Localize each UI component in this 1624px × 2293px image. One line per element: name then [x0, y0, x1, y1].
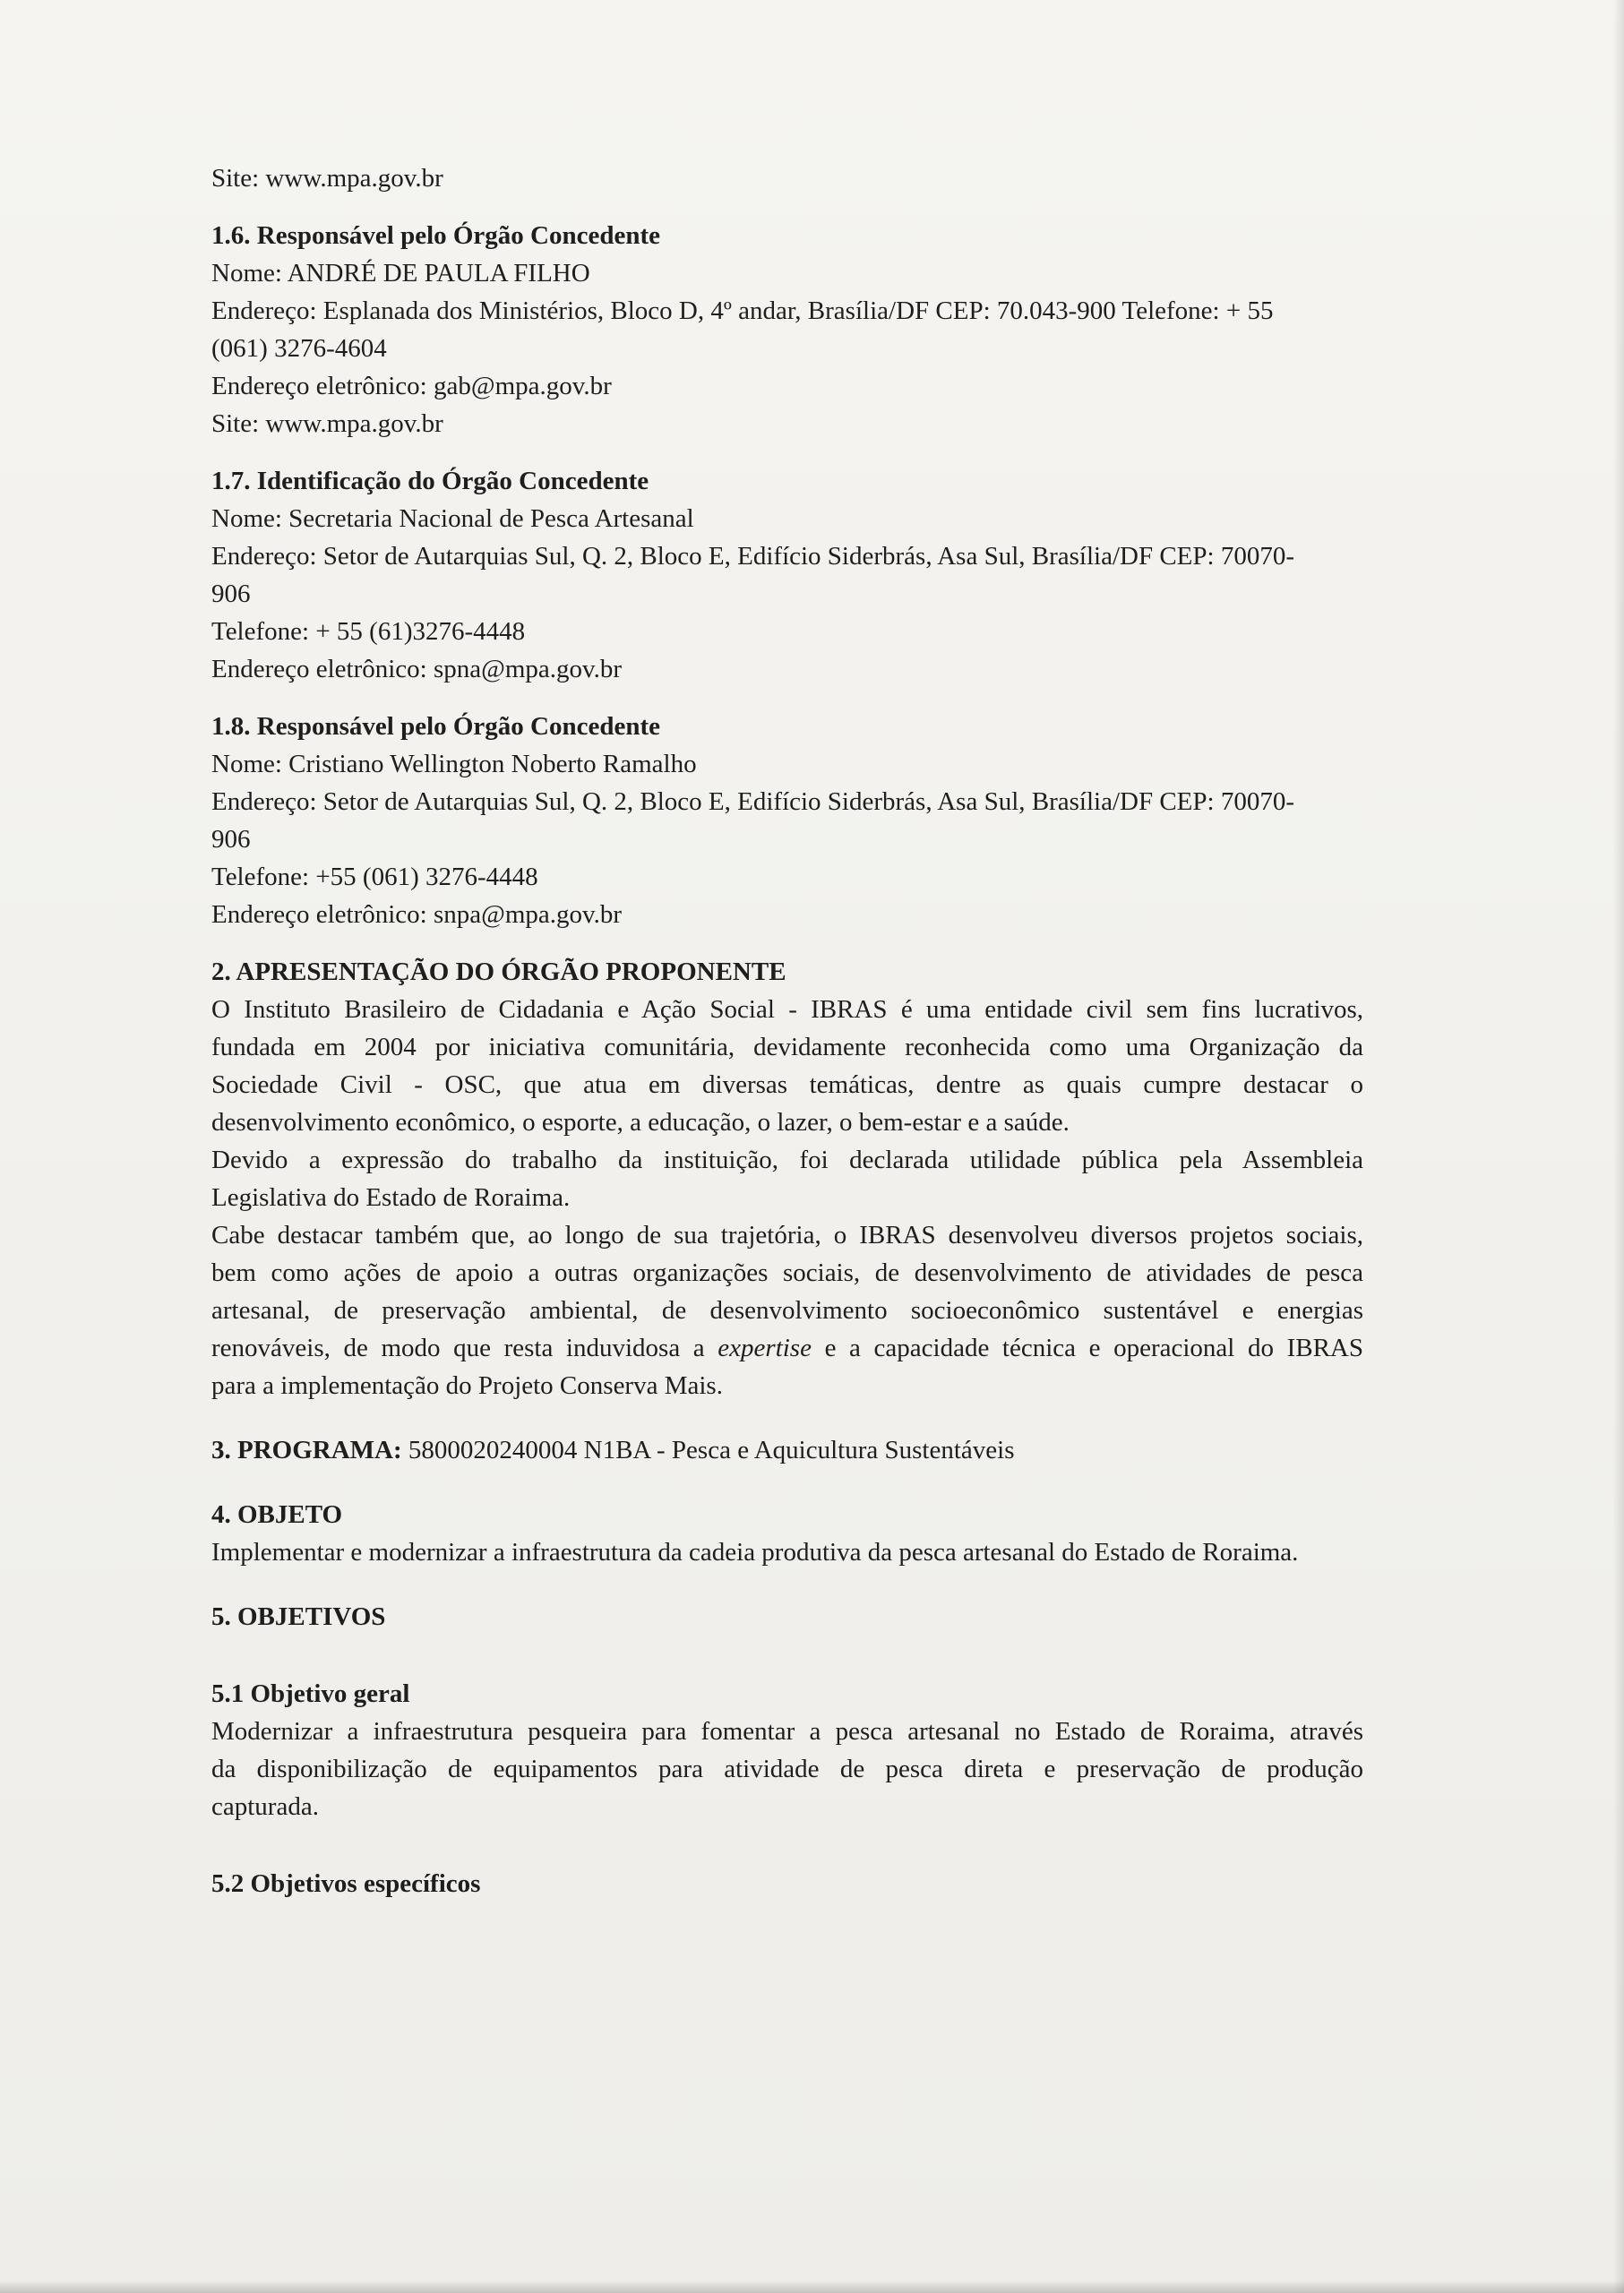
- section-4-objeto: [211, 1496, 1363, 1571]
- section-1-6-endereco-line-2: (061) 3276-4604: [211, 334, 387, 363]
- previous-site-line: Site: www.mpa.gov.br: [211, 164, 443, 193]
- section-1-7-telefone: Telefone: + 55 (61)3276-4448: [211, 617, 526, 646]
- section-2-p2-line-2: Legislativa do Estado de Roraima.: [211, 1183, 571, 1212]
- section-1-8-endereco-line-1: Endereço: Setor de Autarquias Sul, Q. 2, Bloco E, Edifício Siderbrás, Asa Sul, Brasília/DF CEP: 70070-: [211, 787, 1294, 816]
- section-2-p3-line-1: Cabe destacar também que, ao longo de sua trajetória, o IBRAS desenvolveu diversos projetos sociais,: [211, 1221, 1363, 1250]
- section-3-programa: [211, 1431, 1363, 1469]
- section-2-p1-line-2: fundada em 2004 por iniciativa comunitária, devidamente reconhecida como uma Organização da: [211, 1033, 1363, 1061]
- section-1-6-email: Endereço eletrônico: gab@mpa.gov.br: [211, 372, 612, 400]
- page-edge-shadow-bottom: [0, 2280, 1624, 2293]
- section-1-6-site: Site: www.mpa.gov.br: [211, 409, 443, 438]
- section-2-p3-line-4-a: renováveis, de modo que resta induvidosa a: [211, 1334, 718, 1362]
- section-2-p3-line-3: artesanal, de preservação ambiental, de desenvolvimento socioeconômico sustentável e energias: [211, 1296, 1363, 1325]
- section-5-1-line-1: Modernizar a infraestrutura pesqueira para fomentar a pesca artesanal no Estado de Roraima, através: [211, 1717, 1363, 1746]
- section-3-text: 5800020240004 N1BA - Pesca e Aquicultura Sustentáveis: [401, 1436, 1015, 1464]
- section-1-8-email: Endereço eletrônico: snpa@mpa.gov.br: [211, 900, 623, 929]
- section-2-p1-line-1: O Instituto Brasileiro de Cidadania e Ação Social - IBRAS é uma entidade civil sem fins lucrativos,: [211, 995, 1363, 1024]
- section-1-8-heading: 1.8. Responsável pelo Órgão Concedente: [211, 712, 661, 741]
- section-1-7-endereco-line-2: 906: [211, 580, 251, 608]
- section-2-p3-line-2: bem como ações de apoio a outras organizações sociais, de desenvolvimento de atividades de pesca: [211, 1258, 1363, 1287]
- section-5-objetivos: [211, 1598, 1363, 1902]
- section-1-8-endereco-line-2: 906: [211, 825, 251, 854]
- section-1-7-endereco-line-1: Endereço: Setor de Autarquias Sul, Q. 2, Bloco E, Edifício Siderbrás, Asa Sul, Brasília/DF CEP: 70070-: [211, 542, 1294, 571]
- section-1-7-nome: Nome: Secretaria Nacional de Pesca Artesanal: [211, 504, 694, 533]
- section-1-6-heading: 1.6. Responsável pelo Órgão Concedente: [211, 221, 661, 250]
- section-4-text: Implementar e modernizar a infraestrutura da cadeia produtiva da pesca artesanal do Estado de Roraima.: [211, 1538, 1299, 1567]
- section-5-1-line-2: da disponibilização de equipamentos para atividade de pesca direta e preservação de produção: [211, 1755, 1363, 1783]
- section-5-heading: 5. OBJETIVOS: [211, 1602, 386, 1631]
- section-1-8: [211, 708, 1363, 933]
- section-2-p2-line-1: Devido a expressão do trabalho da instituição, foi declarada utilidade pública pela Assembleia: [211, 1146, 1363, 1174]
- section-2-apresentacao: [211, 953, 1363, 1404]
- expertise-italic-word: expertise: [717, 1334, 812, 1362]
- section-1-7: [211, 462, 1363, 688]
- section-1-6-nome: Nome: ANDRÉ DE PAULA FILHO: [211, 259, 590, 288]
- section-1-6-endereco-line-1: Endereço: Esplanada dos Ministérios, Bloco D, 4º andar, Brasília/DF CEP: 70.043-900 Telefone: + 55: [211, 296, 1274, 325]
- document-body: [211, 159, 1363, 1902]
- section-2-p1-line-4: desenvolvimento econômico, o esporte, a educação, o lazer, o bem-estar e a saúde.: [211, 1108, 1070, 1137]
- section-2-heading: 2. APRESENTAÇÃO DO ÓRGÃO PROPONENTE: [211, 958, 786, 986]
- section-4-heading: 4. OBJETO: [211, 1500, 343, 1529]
- section-1-7-heading: 1.7. Identificação do Órgão Concedente: [211, 467, 649, 495]
- section-5-1-line-3: capturada.: [211, 1792, 319, 1821]
- section-2-p1-line-3: Sociedade Civil - OSC, que atua em diversas temáticas, dentre as quais cumpre destacar o: [211, 1070, 1363, 1099]
- section-2-p3-line-4: [211, 1329, 1363, 1367]
- section-1-8-nome: Nome: Cristiano Wellington Noberto Ramalho: [211, 750, 697, 778]
- section-2-p3-line-5: para a implementação do Projeto Conserva Mais.: [211, 1371, 723, 1400]
- section-3-label: 3. PROGRAMA:: [211, 1436, 402, 1464]
- page-edge-shadow-right: [1613, 0, 1624, 2293]
- section-1-8-telefone: Telefone: +55 (061) 3276-4448: [211, 863, 538, 891]
- section-5-1-heading: 5.1 Objetivo geral: [211, 1679, 410, 1708]
- section-5-2-heading: 5.2 Objetivos específicos: [211, 1869, 481, 1898]
- section-1-7-email: Endereço eletrônico: spna@mpa.gov.br: [211, 655, 623, 683]
- section-1-6: [211, 217, 1363, 442]
- section-2-p3-line-4-b: e a capacidade técnica e operacional do IBRAS: [811, 1334, 1363, 1362]
